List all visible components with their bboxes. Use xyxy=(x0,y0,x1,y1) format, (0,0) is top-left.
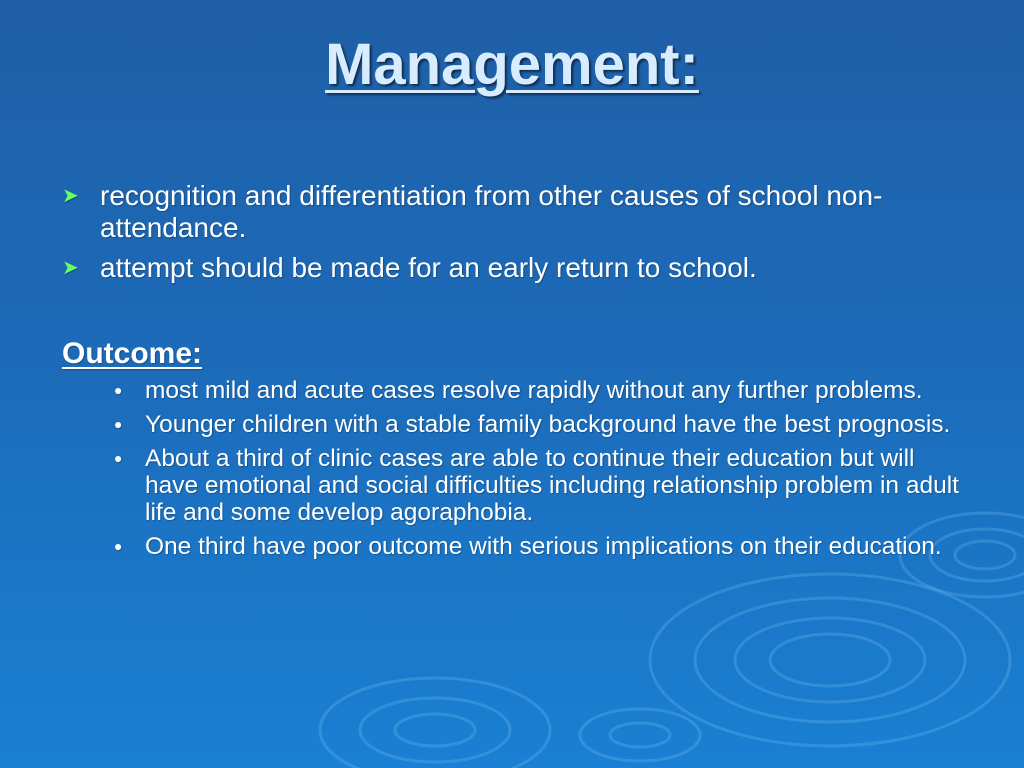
list-item-text: About a third of clinic cases are able to continue their education but will have emotional and social difficulties including relationship problem in adult life and some develop agoraphobia. xyxy=(145,445,959,526)
round-dot-icon: ● xyxy=(114,538,123,554)
outcome-list xyxy=(112,377,962,567)
list-item-text: Younger children with a stable family background have the best prognosis. xyxy=(145,411,951,438)
management-list xyxy=(62,180,922,292)
round-dot-icon: ● xyxy=(114,416,123,432)
list-item xyxy=(112,445,962,526)
list-item-text: recognition and differentiation from other causes of school non-attendance. xyxy=(100,180,883,243)
list-item-text: One third have poor outcome with serious implications on their education. xyxy=(145,533,942,560)
list-item xyxy=(62,252,922,284)
list-item xyxy=(112,377,962,404)
round-dot-icon: ● xyxy=(114,382,123,398)
list-item xyxy=(112,533,962,560)
list-item xyxy=(62,180,922,244)
list-item-text: most mild and acute cases resolve rapidly without any further problems. xyxy=(145,377,923,404)
slide-title: Management: xyxy=(325,32,699,97)
list-item-text: attempt should be made for an early return to school. xyxy=(100,252,757,283)
list-item xyxy=(112,411,962,438)
round-dot-icon: ● xyxy=(114,450,123,466)
green-arrowhead-icon: ➤ xyxy=(62,185,79,207)
outcome-heading: Outcome: xyxy=(62,337,203,370)
green-arrowhead-icon: ➤ xyxy=(62,257,79,279)
